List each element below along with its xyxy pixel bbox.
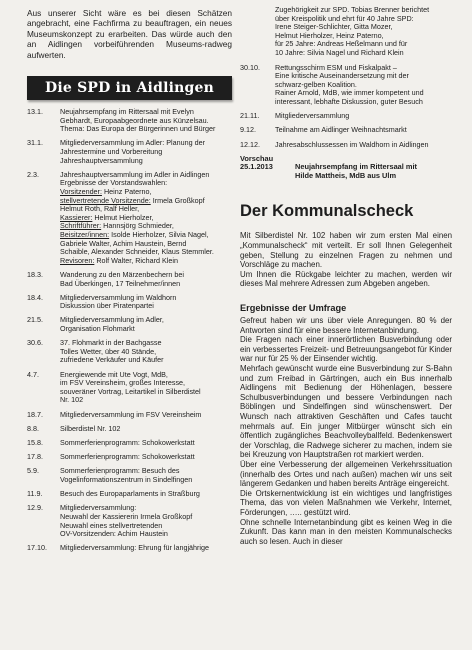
- event-line: Rettungsschirm ESM und Fiskalpakt –: [275, 62, 397, 72]
- event-date: 21.5.: [27, 315, 43, 325]
- event-line: Neujahrsempfang im Rittersaal mit Evelyn: [60, 107, 194, 117]
- board-role-line: [60, 257, 232, 266]
- article-paragraph: Die Fragen nach einer innerörtlichen Busverbindung oder ein verbessertes Freizeit- und Betreuungsangebot für Kinder war nur für 25 % der Einsender wichtig.: [240, 335, 452, 364]
- event-line: Mitgliederversammlung: [275, 111, 350, 121]
- event-line: Organisation Flohmarkt: [60, 324, 135, 334]
- event-item: [27, 108, 232, 134]
- board-role-names: Rolf Walter, Richard Klein: [94, 255, 178, 265]
- event-line: souveräner Vortrag, Leitartikel in Silberdistel: [60, 386, 201, 396]
- event-line: interessant, lebhafte Diskussion, guter Besuch: [275, 96, 423, 106]
- event-line: Besuch des Europaparlaments in Straßburg: [60, 489, 200, 499]
- right-column: [240, 0, 452, 550]
- event-item: [27, 339, 232, 365]
- preview-date: 25.1.2013: [240, 162, 273, 172]
- event-line: Eine kritische Auseinandersetzung mit der: [275, 71, 409, 81]
- article-intro: [240, 231, 452, 289]
- event-line: Diskussion über Piratenpartei: [60, 301, 154, 311]
- event-text: [275, 112, 452, 121]
- event-text: [60, 544, 232, 553]
- preview-entry: [240, 163, 452, 180]
- event-date: 15.8.: [27, 437, 43, 447]
- board-role-names: Gabriele Walter, Achim Haustein, Bernd: [60, 238, 187, 248]
- event-line: Jahresabschlussessen im Waldhorn in Aidlingen: [275, 139, 429, 149]
- event-item: [27, 271, 232, 288]
- event-item: [27, 371, 232, 405]
- event-text: [60, 439, 232, 448]
- event-line: Thema: Das Europa der Bürgerinnen und Bürger: [60, 124, 216, 134]
- article-paragraph: Ohne schnelle Internetanbindung gibt es keinen Weg in die Zukunft. Das kann man in den meisten Kommunalschecks auch so lesen. Auch in dieser: [240, 517, 452, 546]
- article-paragraph: Gefreut haben wir uns über viele Anregungen. 80 % der Antworten sind für eine bessere Internetanbindung.: [240, 316, 452, 335]
- event-line: Ergebnisse der Vorstandswahlen:: [60, 178, 168, 188]
- board-role-label: Schriftführer:: [60, 221, 102, 231]
- board-role-label: Beisitzer/innen:: [60, 229, 110, 239]
- event-line: Mitgliederversammlung im Adler: Planung der: [60, 138, 206, 148]
- preview-heading: Vorschau: [240, 153, 274, 163]
- article-intro-text-2: Um Ihnen die Rückgabe leichter zu machen, werden wir dieses Mal mehrere Adressen zum Abgeben angeben.: [240, 269, 452, 289]
- continuation-line: Irene Steiger-Schlichter, Gitta Mozer,: [275, 22, 393, 32]
- event-line: Tolles Wetter, über 40 Stände,: [60, 346, 157, 356]
- event-item: [27, 453, 232, 462]
- article-intro-text: Mit Silberdistel Nr. 102 haben wir zum ersten Mal einen „Kommunalscheck“ mit verteilt. Er soll Ihnen Gelegenheit geben, Stellung zu einzelnen Fragen zu nehmen und Vorschläge zu machen.: [240, 231, 452, 270]
- board-role-label: Kassierer:: [60, 212, 93, 222]
- article-subheading: Ergebnisse der Umfrage: [240, 303, 347, 314]
- event-item: [27, 439, 232, 448]
- preview-line: Hilde Mattheis, MdB aus Ulm: [295, 170, 397, 180]
- event-line: Mitgliederversammlung im Waldhorn: [60, 292, 177, 302]
- event-date: 8.8.: [27, 423, 39, 433]
- event-text: [60, 453, 232, 462]
- event-line: Mitgliederversammlung: Ehrung für langjährige: [60, 543, 210, 553]
- event-line: Silberdistel Nr. 102: [60, 423, 121, 433]
- event-text: [275, 64, 452, 107]
- event-date: 11.9.: [27, 489, 43, 499]
- left-column: [27, 0, 232, 558]
- event-date: 4.7.: [27, 369, 39, 379]
- board-role-names: Hannsjörg Schmieder,: [101, 221, 174, 231]
- event-text: [60, 139, 232, 165]
- event-item: [27, 490, 232, 499]
- event-line: Mitgliederversammlung im FSV Vereinsheim: [60, 409, 202, 419]
- event-item: [27, 425, 232, 434]
- continuation-line: 10 Jahre: Silvia Nagel und Richard Klein: [275, 47, 404, 57]
- event-continuation: [240, 6, 452, 58]
- event-line: Jahrestermine und Vorbereitung: [60, 147, 163, 156]
- event-date: 30.10.: [240, 62, 260, 72]
- article-title: Der Kommunalscheck: [240, 202, 414, 221]
- event-line: Mitgliederversammlung:: [60, 503, 137, 513]
- event-date: 17.10.: [27, 543, 47, 553]
- event-text: [60, 371, 232, 405]
- event-text: [60, 171, 232, 266]
- event-text: [60, 294, 232, 311]
- event-list-left: [27, 108, 232, 553]
- event-date: 12.12.: [240, 139, 260, 149]
- board-role-label: stellvertretende Vorsitzende:: [60, 195, 151, 205]
- continuation-line: Zugehörigkeit zur SPD. Tobias Brenner berichtet: [275, 5, 430, 14]
- event-line: Sommerferienprogramm: Schokowerkstatt: [60, 437, 195, 447]
- event-text: [60, 108, 232, 134]
- board-role-label: Vorsitzender:: [60, 186, 102, 196]
- event-text: [60, 316, 232, 333]
- article-paragraph: Die Ortskernentwicklung ist ein wichtiges und langfristiges Thema, das von vielen Maßnahmen wie Verkehr, Internet, Förderungen, ….. gestützt wird.: [240, 488, 452, 517]
- event-text: [60, 271, 232, 288]
- event-line: Nr. 102: [60, 395, 84, 405]
- event-text: [275, 126, 452, 135]
- event-date: 12.9.: [27, 503, 43, 513]
- event-text: [60, 504, 232, 538]
- board-role-names: Heinz Paterno,: [101, 186, 152, 196]
- event-item: [27, 171, 232, 266]
- event-line: Neuwahl der Kassiererin Irmela Großkopf: [60, 511, 193, 521]
- event-item: [27, 504, 232, 538]
- event-date: 2.3.: [27, 169, 39, 179]
- event-item: [240, 64, 452, 107]
- continuation-line: Helmut Hierholzer, Heinz Paterno,: [275, 30, 384, 40]
- event-list-right: [240, 64, 452, 150]
- event-line: Jahreshauptversammlung: [60, 155, 143, 165]
- event-line: im FSV Vereinsheim, großes Interesse,: [60, 378, 186, 388]
- article-paragraph: Mehrfach gewünscht wurde eine Busverbindung zur S-Bahn und zum Freibad in Gärtringen, auch ein Bus innerhalb Aidlingens mit Bedienung der Höhenlagen, bessere Schulbusverbindungen und bessere Verbindungen nach Böblingen und Sindelfingen sind wünschenswert. Der Wunsch nach attraktiven Geschäften und Cafes taucht mehrmals auf. Ein junger Mitbürger wünscht sich ein öffentlich zugängliches Beachvolleyballfeld. Bedenkenswert der Vorschlag, die Radwege sicherer zu machen, indem sie bei Kreuzung von Hauptstraßen rot markiert werden.: [240, 364, 452, 460]
- board-role-names: Helmut Roth, Ralf Heller,: [60, 204, 140, 214]
- event-item: [240, 112, 452, 121]
- event-item: [27, 139, 232, 165]
- event-line: Wanderung zu den Märzenbechern bei: [60, 269, 184, 279]
- event-item: [27, 316, 232, 333]
- event-text: [60, 490, 232, 499]
- event-date: 21.11.: [240, 111, 260, 121]
- event-line: OV-Vorsitzenden: Achim Haustein: [60, 529, 168, 539]
- event-date: 18.4.: [27, 292, 43, 302]
- event-text: [60, 467, 232, 484]
- board-role-label: Revisoren:: [60, 255, 95, 265]
- event-line: Jahreshauptversammlung im Adler in Aidlingen: [60, 169, 210, 179]
- event-line: 37. Flohmarkt in der Bachgasse: [60, 338, 162, 348]
- event-date: 18.7.: [27, 409, 43, 419]
- continuation-line: über Kreispolitik und ehrt für 40 Jahre SPD:: [275, 13, 414, 23]
- event-line: Bad Überkingen, 17 Teilnehmer/innen: [60, 278, 181, 288]
- event-line: Energiewende mit Ute Vogt, MdB,: [60, 369, 168, 379]
- event-line: Neuwahl eines stellvertretenden: [60, 520, 163, 530]
- preview-line: Neujahrsempfang im Rittersaal mit: [295, 162, 417, 172]
- event-text: [60, 411, 232, 420]
- event-line: Sommerferienprogramm: Besuch des: [60, 466, 180, 476]
- board-role-names: Irmela Großkopf: [150, 195, 205, 205]
- event-line: Gebhardt, Europaabgeordnete aus Künzelsau.: [60, 115, 209, 125]
- event-item: [27, 467, 232, 484]
- preview-text: [295, 163, 417, 180]
- event-date: 30.6.: [27, 338, 43, 348]
- section-banner: Die SPD in Aidlingen: [27, 76, 232, 100]
- intro-paragraph: Aus unserer Sicht wäre es bei diesen Schätzen angebracht, eine Fachfirma zu beauftragen, ein neues Museumskonzept zu erarbeiten. Das würde auch den an Aidlingen vorbeiführenden Museums-radweg aufwerten.: [27, 8, 232, 60]
- event-line: Teilnahme am Aidlinger Weihnachtsmarkt: [275, 125, 407, 135]
- event-date: 13.1.: [27, 107, 43, 117]
- event-date: 17.8.: [27, 452, 43, 462]
- event-item: [27, 294, 232, 311]
- event-text: [275, 141, 452, 150]
- event-item: [240, 141, 452, 150]
- event-line: schwarz-gelben Koalition.: [275, 79, 357, 89]
- article-body: [240, 316, 452, 546]
- event-item: [27, 411, 232, 420]
- event-date: 18.3.: [27, 269, 43, 279]
- event-date: 31.1.: [27, 138, 43, 148]
- continuation-line: für 25 Jahre: Andreas Heßelmann und für: [275, 39, 408, 49]
- board-role-names: Schaible, Alexander Schneider, Klaus Stemmler.: [60, 247, 214, 257]
- event-line: zufriedene Verkäufer und Käufer: [60, 355, 164, 365]
- continuation-text: [240, 6, 452, 58]
- board-role-names: Helmut Hierholzer,: [92, 212, 154, 222]
- article-paragraph: Über eine Verbesserung der allgemeinen Verkehrssituation (innerhalb des Ortes und nach außen) machen wir uns seit längerem Gedanken und haben bereits Anträge eingereicht.: [240, 459, 452, 489]
- event-date: 5.9.: [27, 466, 39, 476]
- event-line: Vogelinformationszentrum in Sindelfingen: [60, 474, 193, 484]
- event-item: [27, 544, 232, 553]
- event-text: [60, 339, 232, 365]
- event-date: 9.12.: [240, 125, 256, 135]
- event-line: Mitgliederversammlung im Adler,: [60, 315, 164, 325]
- event-text: [60, 425, 232, 434]
- event-line: Sommerferienprogramm: Schokowerkstatt: [60, 452, 195, 462]
- board-role-names: Isolde Hierholzer, Silvia Nagel,: [109, 229, 209, 239]
- event-line: Rainer Arnold, MdB, wie immer kompetent und: [275, 88, 424, 98]
- event-item: [240, 126, 452, 135]
